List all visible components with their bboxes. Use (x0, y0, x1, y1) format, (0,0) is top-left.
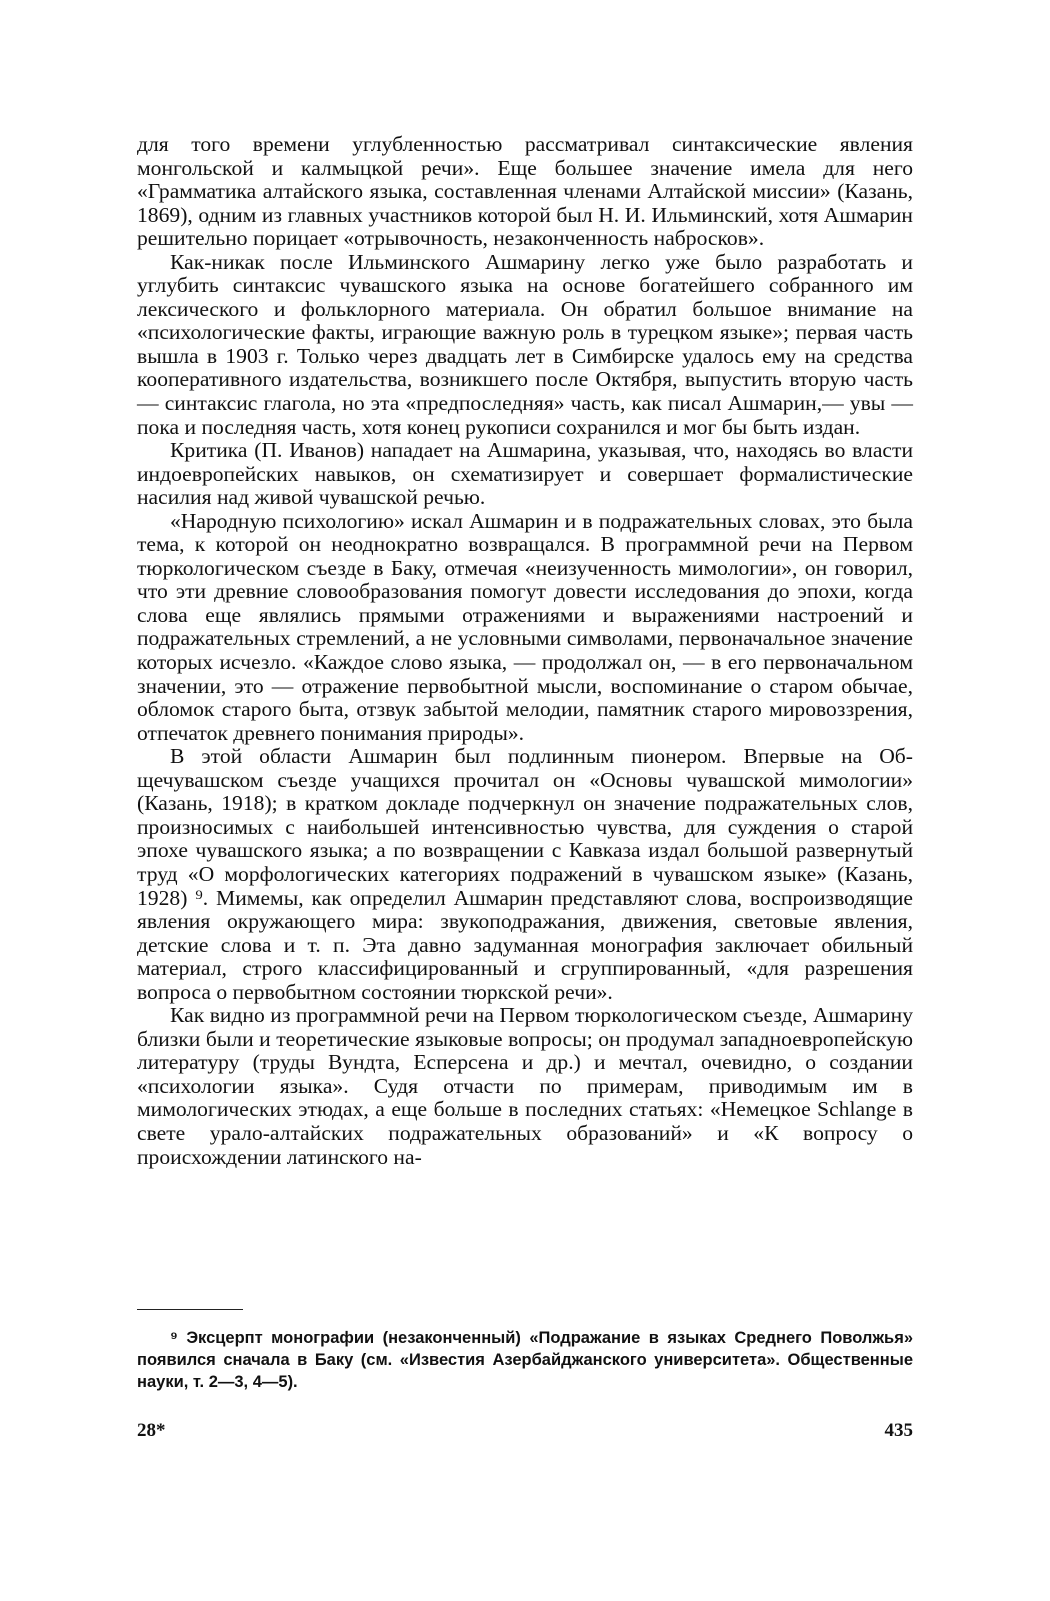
signature-mark: 28* (137, 1420, 166, 1441)
paragraph-1: для того времени углубленностью рассматривал синтаксические явления монгольской и калмыцкой речи». Еще большее значение имела для него «Грамматика алтайского языка, составленная членами Алтайской миссии» (Казань, 1869), одним из главных участников которой был Н. И. Ильминский, хотя Ашмарин решительно порицает «отрывочность, незаконченность набросков». (137, 132, 913, 251)
paragraph-6: Как видно из программной речи на Первом тюркологическом съезде, Ашмарину близки были и теоретические языковые вопросы; он продумал западноевропейскую литературу (труды Вундта, Есперсена и др.) и мечтал, очевидно, о создании «психологии языка». Судя отчасти по примерам, приводимым им в мимологических этюдах, а еще больше в последних статьях: «Немецкое Schlange в свете урало-алтайских подражательных образований» и «К вопросу о происхождении латинского на- (137, 1003, 913, 1169)
page-footer (137, 1420, 913, 1444)
page-number: 435 (884, 1420, 913, 1441)
body-text (137, 133, 913, 1169)
footnote-divider (137, 1309, 243, 1310)
paragraph-5: В этой области Ашмарин был подлинным пионером. Впервые на Общечувашском съезде учащихся прочитал он «Основы чувашской мимологии» (Казань, 1918); в кратком докладе подчеркнул он значение подражательных слов, произносимых с наибольшей интенсивностью чувства, для суждения о старой эпохе чувашского языка; а по возвращении с Кавказа издал большой развернутый труд «О морфологических категориях подражений в чувашском языке» (Казань, 1928) ⁹. Мимемы, как определил Ашмарин представляют слова, воспроизводящие явления окружающего мира: звукоподражания, движения, световые явления, детские слова и т. п. Эта давно задуманная монография заключает обильный материал, строго классифицированный и сгруппированный, «для разрешения вопроса о первобытном состоянии тюркской речи». (137, 744, 913, 1004)
footnote-text: Эксцерпт монографии (незаконченный) «Подражание в языках Среднего Поволжья» появился сначала в Баку (см. «Известия Азербайджанского университета». Общественные науки, т. 2—3, 4—5). (137, 1329, 913, 1391)
footnote-marker: ⁹ (170, 1329, 178, 1347)
footnote-paragraph (137, 1327, 913, 1393)
paragraph-2: Как-никак после Ильминского Ашмарину легко уже было разработать и углубить синтаксис чувашского языка на основе богатейшего собранного им лексического и фольклорного материала. Он обратил большое внимание на «психологические факты, играющие важную роль в турецком языке»; первая часть вышла в 1903 г. Только через двадцать лет в Симбирске удалось ему на средства кооперативного издательства, возникшего после Октября, выпустить вторую часть — синтаксис глагола, но эта «предпоследняя» часть, как писал Ашмарин,— увы — пока и последняя часть, хотя конец рукописи сохранился и мог бы быть издан. (137, 249, 913, 439)
paragraph-3: Критика (П. Иванов) нападает на Ашмарина, указывая, что, находясь во власти индоевропейских навыков, он схематизирует и совершает формалистические насилия над живой чувашской речью. (137, 438, 913, 510)
paragraph-4: «Народную психологию» искал Ашмарин и в подражательных словах, это была тема, к которой он неоднократно возвращался. В программной речи на Первом тюркологическом съезде в Баку, отмечая «неизученность мимологии», он говорил, что эти древние словообразования помогут довести исследования до эпохи, когда слова еще являлись прямыми отражениями и выражениями настроений и подражательных стремлений, а не условными символами, первоначальное значение которых исчезло. «Каждое слово языка, — продолжал он, — в его первоначальном значении, это — отражение первобытной мысли, воспоминание о старом обычае, обломок старого быта, отзвук забытой мелодии, памятник старого мировоззрения, отпечаток древнего понимания природы». (137, 508, 913, 745)
footnote (137, 1327, 913, 1393)
